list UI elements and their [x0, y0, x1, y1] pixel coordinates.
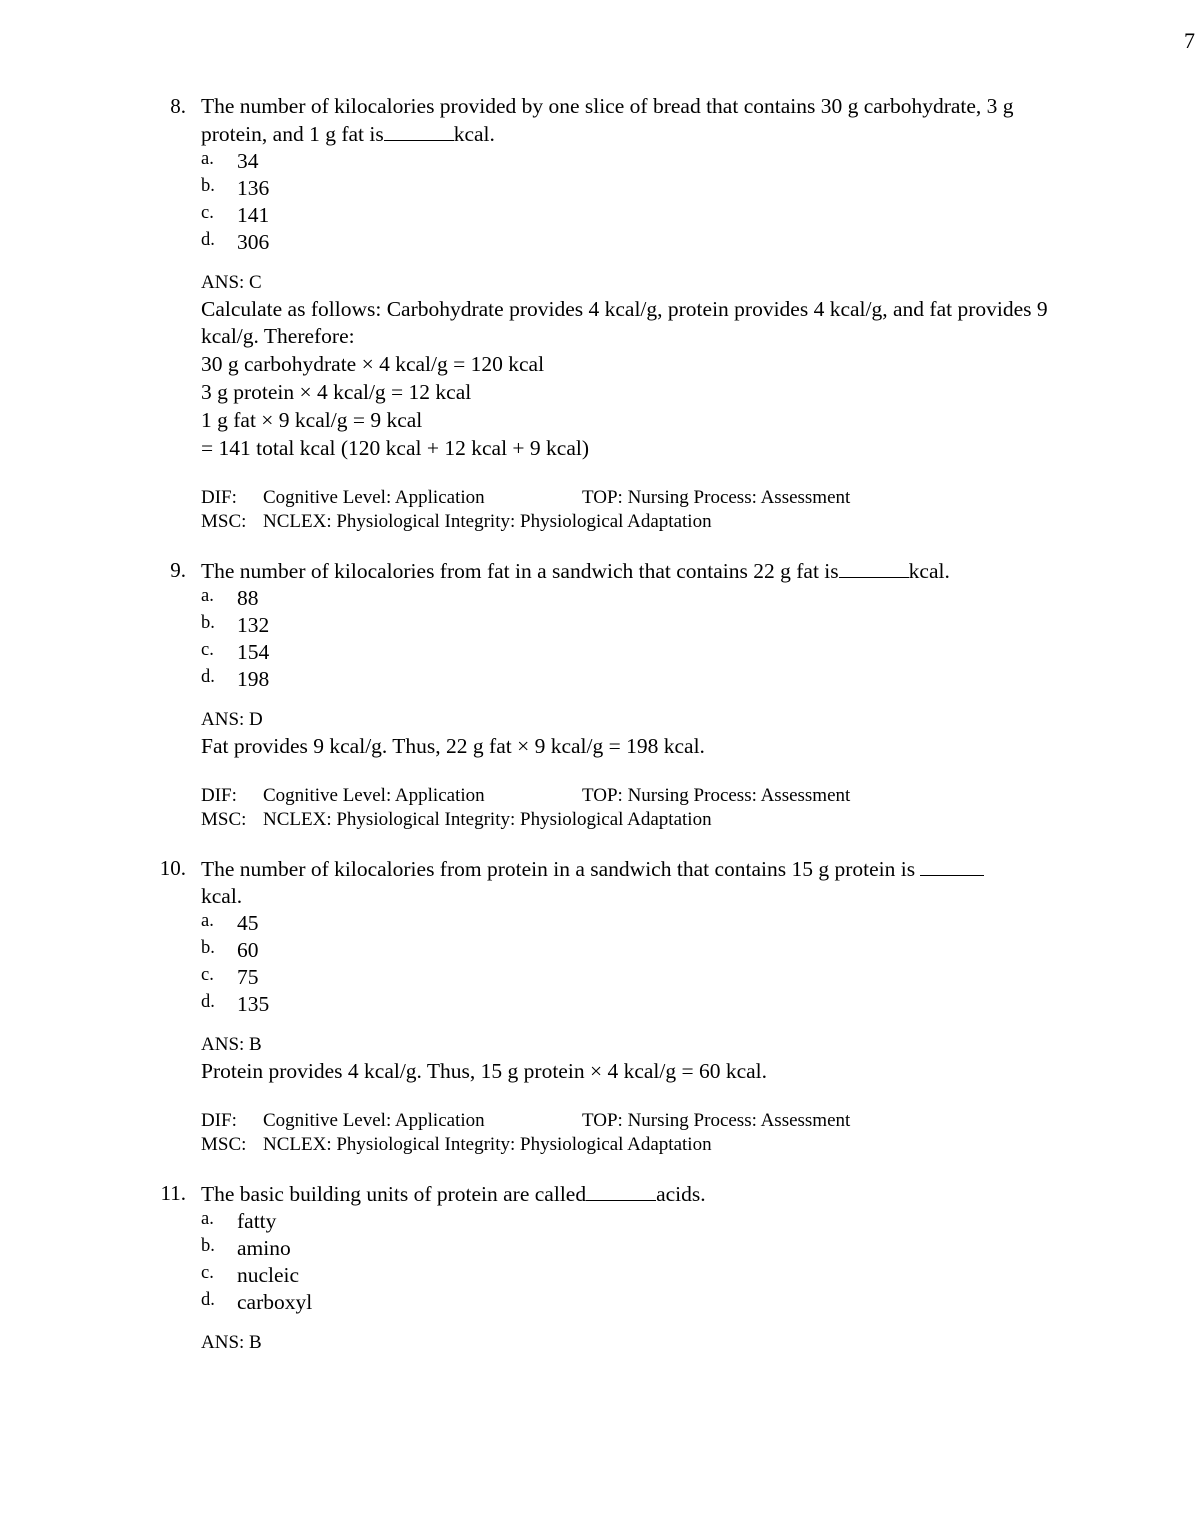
question-8: [0, 93, 1190, 534]
option-letter: c.: [201, 203, 214, 223]
option-letter: c.: [201, 1263, 214, 1283]
option-letter: d.: [201, 667, 215, 687]
stem-text: The basic building units of protein are called: [201, 1182, 587, 1206]
options-list: [201, 585, 1190, 693]
option-letter: c.: [201, 640, 214, 660]
question-stem: [201, 557, 1051, 585]
option-d: [201, 666, 1190, 693]
stem-text-end: kcal.: [453, 122, 495, 146]
option-a: [201, 910, 1190, 937]
rationale: Fat provides 9 kcal/g. Thus, 22 g fat × 9 kcal/g = 198 kcal.: [201, 734, 705, 758]
answer-blank: [920, 855, 984, 876]
option-letter: a.: [201, 586, 214, 606]
option-text: carboxyl: [237, 1290, 313, 1314]
dif-value: Cognitive Level: Application: [263, 487, 485, 508]
msc-label: MSC:: [201, 511, 247, 532]
options-list: [201, 910, 1190, 1018]
option-text: 135: [237, 992, 270, 1016]
question-stem: [201, 1180, 1051, 1208]
option-d: [201, 991, 1190, 1018]
option-text: 45: [237, 911, 259, 935]
dif-value: Cognitive Level: Application: [263, 1110, 485, 1131]
msc-label: MSC:: [201, 1134, 247, 1155]
stem-text-end: kcal.: [201, 884, 243, 908]
option-letter: b.: [201, 176, 215, 196]
option-letter: d.: [201, 1290, 215, 1310]
option-text: 60: [237, 938, 259, 962]
stem-text: The number of kilocalories from fat in a sandwich that contains 22 g fat is: [201, 559, 839, 583]
option-c: [201, 1262, 1190, 1289]
question-11: [0, 1180, 1190, 1356]
question-metadata: [201, 784, 1190, 832]
dif-top-row: [201, 486, 1190, 510]
answer-key: ANS: D: [201, 709, 263, 730]
option-text: 132: [237, 613, 270, 637]
option-text: nucleic: [237, 1263, 300, 1287]
question-number: 10.: [159, 856, 186, 880]
answer-blank: [839, 557, 909, 578]
rationale: Protein provides 4 kcal/g. Thus, 15 g protein × 4 kcal/g = 60 kcal.: [201, 1059, 768, 1083]
option-b: [201, 612, 1190, 639]
msc-row: [201, 808, 1190, 832]
option-letter: d.: [201, 230, 215, 250]
stem-text: The number of kilocalories from protein in a sandwich that contains 15 g protein is: [201, 857, 921, 881]
calc-line: 30 g carbohydrate × 4 kcal/g = 120 kcal: [201, 352, 545, 376]
option-letter: d.: [201, 992, 215, 1012]
calc-line: 1 g fat × 9 kcal/g = 9 kcal: [201, 408, 423, 432]
option-d: [201, 229, 1190, 256]
stem-text-end: kcal.: [908, 559, 950, 583]
options-list: [201, 148, 1190, 256]
answer-key: ANS: C: [201, 272, 262, 293]
option-letter: b.: [201, 1236, 215, 1256]
top-value: TOP: Nursing Process: Assessment: [582, 1110, 851, 1131]
dif-label: DIF:: [201, 487, 237, 508]
answer-key: ANS: B: [201, 1332, 262, 1353]
dif-value: Cognitive Level: Application: [263, 785, 485, 806]
option-text: 136: [237, 176, 270, 200]
msc-value: NCLEX: Physiological Integrity: Physiological Adaptation: [263, 1134, 712, 1155]
options-list: [201, 1208, 1190, 1316]
option-b: [201, 1235, 1190, 1262]
question-number: 11.: [160, 1181, 186, 1205]
answer-block: [201, 1329, 1190, 1356]
option-a: [201, 585, 1190, 612]
stem-text-end: acids.: [656, 1182, 706, 1206]
option-letter: b.: [201, 613, 215, 633]
question-metadata: [201, 1109, 1190, 1157]
question-number: 9.: [170, 558, 186, 582]
option-text: 88: [237, 586, 259, 610]
question-10: [0, 855, 1190, 1157]
calc-line: 3 g protein × 4 kcal/g = 12 kcal: [201, 380, 472, 404]
stem-text: The number of kilocalories provided by one slice of bread that contains 30 g carbohydrate, 3 g protein, and 1 g fat is: [201, 94, 1014, 146]
page-corner-mark: 7: [1184, 28, 1195, 53]
option-d: [201, 1289, 1190, 1316]
option-c: [201, 639, 1190, 666]
calc-line: = 141 total kcal (120 kcal + 12 kcal + 9 kcal): [201, 436, 590, 460]
option-c: [201, 202, 1190, 229]
rationale: Calculate as follows: Carbohydrate provides 4 kcal/g, protein provides 4 kcal/g, and fat provides 9 kcal/g. Therefore:: [201, 297, 1048, 348]
option-text: 34: [237, 149, 259, 173]
top-value: TOP: Nursing Process: Assessment: [582, 785, 851, 806]
top-value: TOP: Nursing Process: Assessment: [582, 487, 851, 508]
question-9: [0, 557, 1190, 832]
option-b: [201, 937, 1190, 964]
option-text: 141: [237, 203, 270, 227]
option-text: fatty: [237, 1209, 277, 1233]
answer-blank: [384, 120, 454, 141]
option-text: 198: [237, 667, 270, 691]
question-stem: [201, 855, 1051, 910]
dif-top-row: [201, 784, 1190, 808]
option-c: [201, 964, 1190, 991]
dif-top-row: [201, 1109, 1190, 1133]
option-text: 75: [237, 965, 259, 989]
question-stem: [201, 93, 1051, 148]
document-body: [0, 93, 1190, 1379]
question-number: 8.: [170, 94, 186, 118]
option-a: [201, 1208, 1190, 1235]
option-letter: a.: [201, 149, 214, 169]
answer-blank: [586, 1180, 656, 1201]
option-letter: a.: [201, 911, 214, 931]
msc-value: NCLEX: Physiological Integrity: Physiological Adaptation: [263, 511, 712, 532]
option-a: [201, 148, 1190, 175]
option-text: 306: [237, 230, 270, 254]
answer-block: [201, 1031, 1190, 1085]
answer-block: [201, 269, 1190, 462]
answer-block: [201, 706, 1190, 760]
option-letter: a.: [201, 1209, 214, 1229]
dif-label: DIF:: [201, 785, 237, 806]
msc-label: MSC:: [201, 809, 247, 830]
msc-row: [201, 1133, 1190, 1157]
option-b: [201, 175, 1190, 202]
dif-label: DIF:: [201, 1110, 237, 1131]
option-text: 154: [237, 640, 270, 664]
msc-value: NCLEX: Physiological Integrity: Physiological Adaptation: [263, 809, 712, 830]
option-letter: b.: [201, 938, 215, 958]
option-letter: c.: [201, 965, 214, 985]
msc-row: [201, 510, 1190, 534]
answer-key: ANS: B: [201, 1034, 262, 1055]
option-text: amino: [237, 1236, 291, 1260]
question-metadata: [201, 486, 1190, 534]
